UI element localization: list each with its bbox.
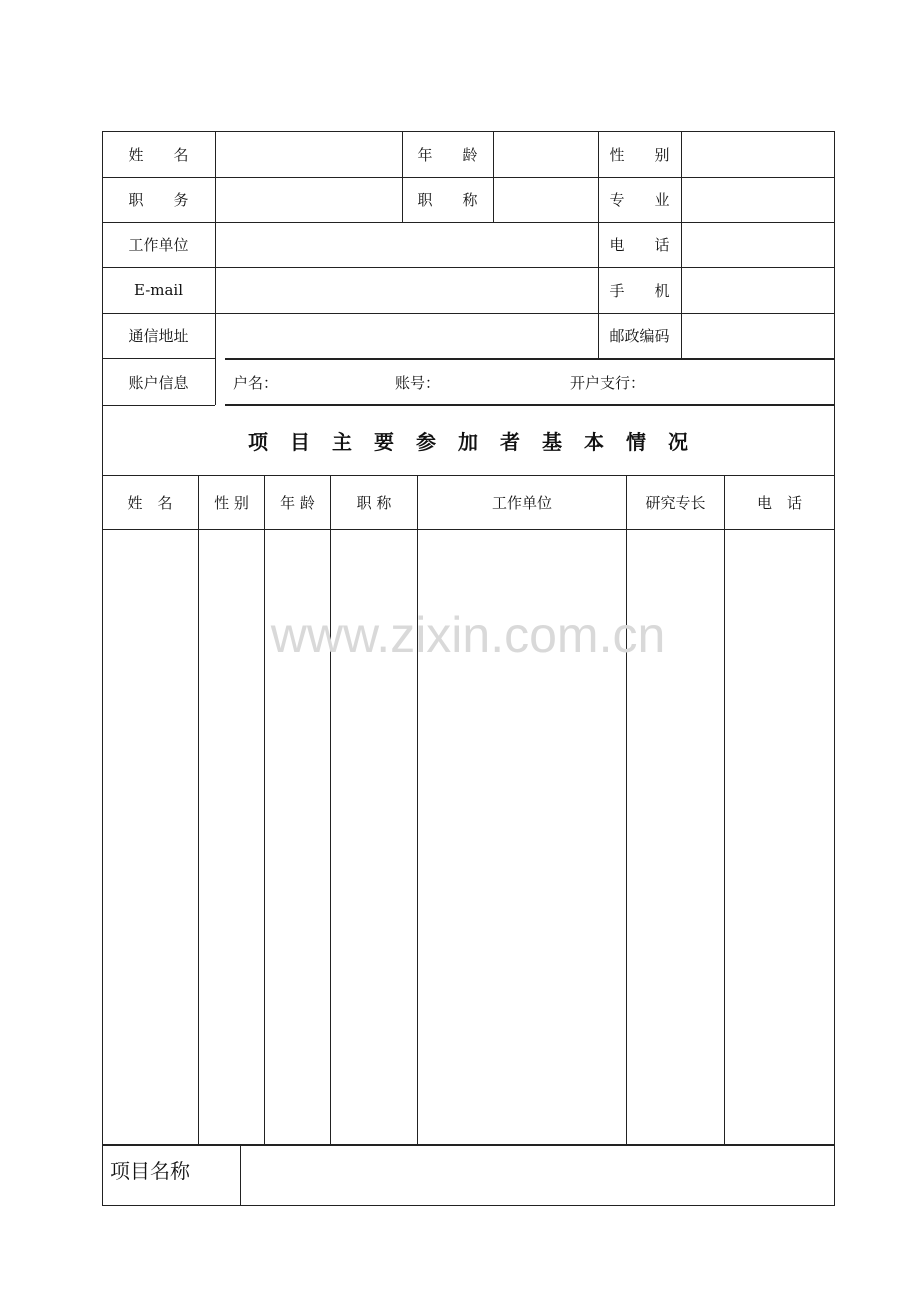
- major-label: 专 业: [609, 191, 670, 209]
- work-unit-label: 工作单位: [128, 236, 189, 254]
- duty-label: 职 务: [128, 191, 189, 209]
- age-label: 年 龄: [417, 145, 478, 164]
- mobile-label: 手 机: [609, 281, 670, 300]
- header-specialty: 研究专长: [645, 494, 706, 512]
- bank-label: 开户支行：: [570, 373, 646, 392]
- header-title: 职 称: [356, 494, 392, 512]
- name-label: 姓 名: [128, 145, 189, 164]
- postcode-field[interactable]: [682, 313, 834, 358]
- phone-field[interactable]: [682, 222, 834, 267]
- watermark: www.zixin.com.cn: [270, 607, 666, 663]
- gender-label: 性 别: [609, 145, 670, 164]
- address-label: 通信地址: [128, 327, 189, 345]
- work-unit-field[interactable]: [216, 222, 598, 267]
- name-field[interactable]: [216, 131, 402, 177]
- age-field[interactable]: [494, 131, 598, 177]
- mobile-field[interactable]: [682, 267, 834, 313]
- header-work-unit: 工作单位: [491, 494, 552, 512]
- account-label: 账户信息: [128, 373, 189, 392]
- account-name-label: 户名：: [233, 373, 279, 392]
- table-bottom-border: [102, 1205, 835, 1206]
- project-name-label: 项目名称: [110, 1158, 190, 1183]
- table-right-border: [834, 131, 835, 1206]
- section-title: 项目主要参加者基本情况: [248, 430, 710, 454]
- account-no-label: 账号：: [395, 373, 441, 392]
- email-label: E-mail: [133, 281, 184, 299]
- postcode-label: 邮政编码: [609, 327, 670, 345]
- duty-field[interactable]: [216, 177, 402, 222]
- title-field[interactable]: [494, 177, 598, 222]
- header-gender: 性 别: [214, 494, 249, 512]
- email-field[interactable]: [216, 267, 598, 313]
- phone-label: 电 话: [609, 236, 670, 254]
- project-name-field[interactable]: [241, 1146, 834, 1205]
- header-phone: 电 话: [756, 494, 802, 512]
- header-name: 姓 名: [127, 494, 173, 512]
- address-field[interactable]: [216, 313, 598, 358]
- title-label: 职 称: [417, 191, 478, 209]
- gender-field[interactable]: [682, 131, 834, 177]
- major-field[interactable]: [682, 177, 834, 222]
- header-age: 年 龄: [280, 494, 315, 512]
